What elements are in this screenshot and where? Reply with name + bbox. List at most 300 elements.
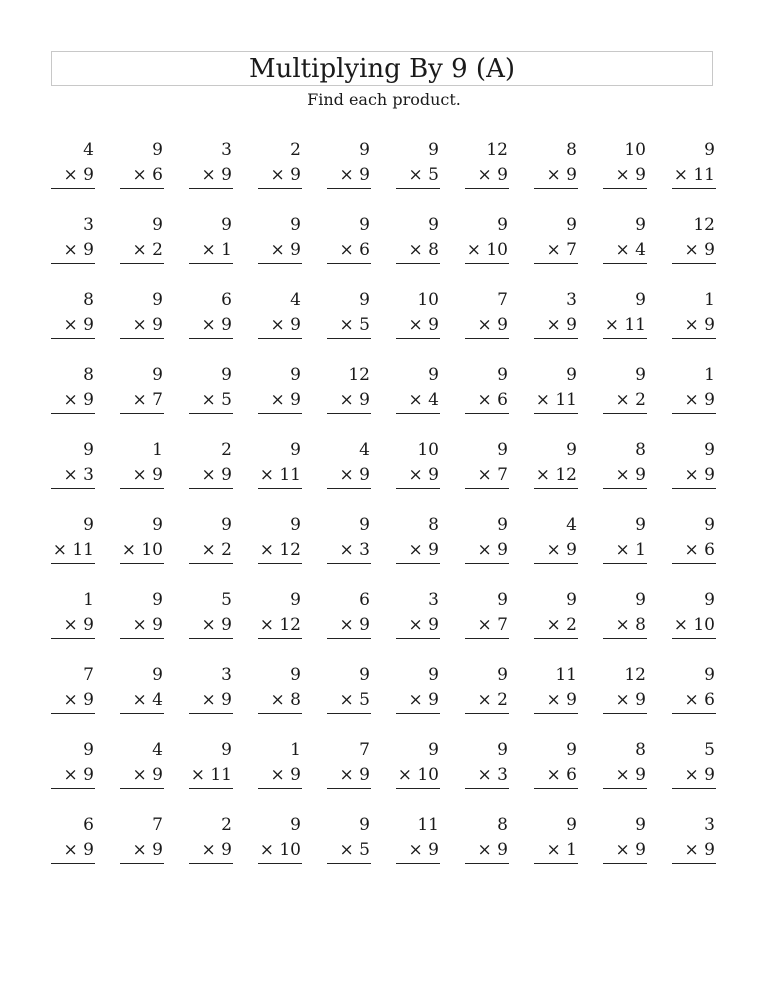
problem-multiplicand: 9	[428, 740, 439, 760]
multiply-operator: ×	[132, 690, 147, 710]
problem-multiplier	[260, 538, 302, 563]
multiply-operator: ×	[615, 615, 630, 635]
problem-multiplier	[409, 313, 440, 338]
problem-multiplier-value: 9	[704, 765, 715, 785]
problem-multiplier-value: 9	[635, 165, 646, 185]
problem-multiplicand: 8	[83, 365, 94, 385]
answer-line	[534, 788, 578, 789]
multiply-operator: ×	[535, 390, 550, 410]
problem-item	[396, 663, 440, 738]
problem-multiplicand: 8	[497, 815, 508, 835]
answer-line	[672, 338, 716, 339]
problem-item	[51, 288, 95, 363]
problem-item	[120, 513, 164, 588]
multiply-operator: ×	[339, 390, 354, 410]
problem-multiplicand: 9	[290, 590, 301, 610]
multiply-operator: ×	[615, 465, 630, 485]
problem-multiplier-value: 9	[704, 465, 715, 485]
multiply-operator: ×	[615, 390, 630, 410]
problem-item	[327, 663, 371, 738]
problem-multiplier	[547, 763, 578, 788]
problem-multiplier	[340, 163, 371, 188]
problem-multiplicand: 9	[359, 215, 370, 235]
multiply-operator: ×	[477, 690, 492, 710]
problem-item	[189, 588, 233, 663]
answer-line	[258, 563, 302, 564]
answer-line	[327, 338, 371, 339]
problem-multiplicand: 8	[635, 740, 646, 760]
answer-line	[189, 713, 233, 714]
problem-multiplicand: 9	[152, 365, 163, 385]
problem-multiplicand: 3	[566, 290, 577, 310]
worksheet-title: Multiplying By 9 (A)	[51, 51, 713, 86]
answer-line	[465, 863, 509, 864]
problem-multiplicand: 4	[290, 290, 301, 310]
answer-line	[603, 263, 647, 264]
problem-item	[603, 213, 647, 288]
answer-line	[603, 788, 647, 789]
multiply-operator: ×	[684, 315, 699, 335]
problem-multiplicand: 9	[497, 515, 508, 535]
problem-multiplier-value: 6	[704, 540, 715, 560]
problem-multiplier	[133, 838, 164, 863]
problem-multiplier-value: 9	[566, 690, 577, 710]
problem-multiplier-value: 2	[635, 390, 646, 410]
problem-multiplicand: 3	[83, 215, 94, 235]
problem-multiplier	[478, 838, 509, 863]
answer-line	[258, 713, 302, 714]
problem-item	[327, 738, 371, 813]
problem-multiplier-value: 9	[428, 840, 439, 860]
multiply-operator: ×	[339, 465, 354, 485]
answer-line	[396, 788, 440, 789]
problem-multiplier-value: 2	[152, 240, 163, 260]
answer-line	[672, 638, 716, 639]
problem-multiplier	[202, 463, 233, 488]
multiply-operator: ×	[477, 465, 492, 485]
multiply-operator: ×	[615, 840, 630, 860]
problem-multiplicand: 9	[359, 140, 370, 160]
answer-line	[327, 788, 371, 789]
answer-line	[258, 413, 302, 414]
problem-multiplicand: 9	[497, 665, 508, 685]
problem-multiplier-value: 9	[635, 690, 646, 710]
problem-multiplier	[409, 613, 440, 638]
problem-multiplier	[685, 538, 716, 563]
problem-multiplicand: 9	[290, 215, 301, 235]
multiply-operator: ×	[132, 615, 147, 635]
problem-multiplier-value: 6	[152, 165, 163, 185]
problem-item	[672, 588, 716, 663]
problem-item	[189, 663, 233, 738]
multiply-operator: ×	[201, 465, 216, 485]
problem-multiplier	[547, 538, 578, 563]
problem-multiplier-value: 11	[72, 540, 94, 560]
problem-multiplicand: 9	[704, 140, 715, 160]
problem-multiplier	[202, 238, 233, 263]
problem-item	[396, 738, 440, 813]
problem-item	[396, 363, 440, 438]
problem-item	[327, 813, 371, 888]
problem-multiplier	[409, 838, 440, 863]
problem-item	[189, 138, 233, 213]
answer-line	[396, 263, 440, 264]
problem-multiplier-value: 9	[221, 315, 232, 335]
problem-item	[51, 663, 95, 738]
problem-multiplier	[340, 613, 371, 638]
problem-multiplier	[133, 388, 164, 413]
problem-item	[396, 288, 440, 363]
problem-multiplicand: 9	[359, 815, 370, 835]
problem-multiplicand: 9	[290, 365, 301, 385]
problem-multiplier-value: 5	[221, 390, 232, 410]
multiply-operator: ×	[259, 840, 274, 860]
problem-multiplier	[64, 838, 95, 863]
answer-line	[51, 788, 95, 789]
problem-multiplier-value: 4	[152, 690, 163, 710]
multiply-operator: ×	[477, 540, 492, 560]
problem-multiplier	[616, 238, 647, 263]
multiply-operator: ×	[63, 390, 78, 410]
problem-multiplicand: 9	[635, 365, 646, 385]
multiply-operator: ×	[259, 615, 274, 635]
multiply-operator: ×	[546, 690, 561, 710]
problem-multiplicand: 3	[704, 815, 715, 835]
problem-multiplicand: 8	[566, 140, 577, 160]
problem-multiplier-value: 4	[428, 390, 439, 410]
problem-multiplier	[340, 238, 371, 263]
problem-multiplicand: 1	[704, 365, 715, 385]
answer-line	[51, 863, 95, 864]
problem-multiplicand: 12	[624, 665, 646, 685]
multiply-operator: ×	[397, 765, 412, 785]
multiply-operator: ×	[408, 390, 423, 410]
answer-line	[534, 413, 578, 414]
problem-multiplier-value: 9	[359, 465, 370, 485]
problem-item	[603, 588, 647, 663]
multiply-operator: ×	[339, 765, 354, 785]
multiply-operator: ×	[339, 840, 354, 860]
problem-item	[120, 363, 164, 438]
problem-item	[534, 588, 578, 663]
problem-item	[327, 588, 371, 663]
multiply-operator: ×	[201, 315, 216, 335]
problem-multiplier	[478, 763, 509, 788]
problem-multiplier-value: 9	[497, 315, 508, 335]
multiply-operator: ×	[408, 540, 423, 560]
multiply-operator: ×	[466, 240, 481, 260]
answer-line	[51, 488, 95, 489]
problem-multiplier	[133, 763, 164, 788]
answer-line	[327, 263, 371, 264]
multiply-operator: ×	[615, 165, 630, 185]
problem-multiplier	[467, 238, 509, 263]
problem-multiplier-value: 9	[566, 165, 577, 185]
problem-item	[465, 813, 509, 888]
problem-item	[327, 288, 371, 363]
problem-multiplicand: 9	[497, 215, 508, 235]
problem-item	[534, 513, 578, 588]
answer-line	[396, 338, 440, 339]
answer-line	[120, 713, 164, 714]
problem-multiplicand: 9	[635, 290, 646, 310]
problem-multiplier	[547, 313, 578, 338]
multiply-operator: ×	[132, 390, 147, 410]
problem-multiplier-value: 5	[359, 690, 370, 710]
answer-line	[672, 188, 716, 189]
problem-multiplier-value: 11	[210, 765, 232, 785]
problem-multiplier	[260, 463, 302, 488]
answer-line	[465, 263, 509, 264]
problem-multiplicand: 9	[290, 815, 301, 835]
multiply-operator: ×	[201, 690, 216, 710]
problem-multiplier	[409, 163, 440, 188]
problem-multiplicand: 4	[359, 440, 370, 460]
problem-multiplier-value: 9	[83, 615, 94, 635]
problem-item	[189, 363, 233, 438]
answer-line	[189, 338, 233, 339]
answer-line	[189, 263, 233, 264]
multiply-operator: ×	[270, 315, 285, 335]
problem-item	[396, 138, 440, 213]
problem-multiplier-value: 5	[359, 840, 370, 860]
problem-multiplier-value: 9	[635, 765, 646, 785]
problem-multiplier	[398, 763, 440, 788]
problem-multiplier	[202, 613, 233, 638]
multiply-operator: ×	[63, 690, 78, 710]
problem-multiplicand: 9	[83, 515, 94, 535]
problem-item	[465, 438, 509, 513]
problem-multiplier-value: 11	[624, 315, 646, 335]
multiply-operator: ×	[408, 165, 423, 185]
problem-multiplier-value: 11	[693, 165, 715, 185]
multiply-operator: ×	[615, 690, 630, 710]
problem-multiplicand: 9	[497, 740, 508, 760]
multiply-operator: ×	[132, 765, 147, 785]
answer-line	[396, 563, 440, 564]
multiply-operator: ×	[132, 165, 147, 185]
multiply-operator: ×	[408, 840, 423, 860]
problem-multiplier	[616, 613, 647, 638]
problem-multiplier-value: 9	[566, 315, 577, 335]
multiply-operator: ×	[684, 765, 699, 785]
problem-multiplicand: 9	[566, 590, 577, 610]
problem-multiplicand: 7	[152, 815, 163, 835]
answer-line	[327, 863, 371, 864]
answer-line	[120, 263, 164, 264]
multiply-operator: ×	[201, 615, 216, 635]
multiply-operator: ×	[477, 840, 492, 860]
problem-multiplier-value: 9	[359, 765, 370, 785]
problem-multiplier-value: 9	[290, 765, 301, 785]
problem-item	[120, 588, 164, 663]
problem-multiplicand: 3	[221, 140, 232, 160]
problem-multiplicand: 10	[624, 140, 646, 160]
multiply-operator: ×	[270, 765, 285, 785]
problem-multiplier-value: 9	[428, 690, 439, 710]
problem-multiplicand: 1	[152, 440, 163, 460]
problem-multiplier-value: 9	[221, 840, 232, 860]
problem-multiplier	[271, 313, 302, 338]
multiply-operator: ×	[615, 240, 630, 260]
problem-multiplier	[271, 763, 302, 788]
problem-multiplier	[616, 688, 647, 713]
problem-multiplicand: 8	[428, 515, 439, 535]
problem-item	[603, 438, 647, 513]
answer-line	[51, 413, 95, 414]
problem-item	[465, 663, 509, 738]
problem-multiplier	[536, 388, 578, 413]
problem-item	[603, 663, 647, 738]
multiply-operator: ×	[604, 315, 619, 335]
problem-item	[465, 363, 509, 438]
multiply-operator: ×	[684, 465, 699, 485]
problem-item	[258, 813, 302, 888]
answer-line	[120, 638, 164, 639]
problem-multiplier	[53, 538, 95, 563]
problem-item	[51, 738, 95, 813]
multiply-operator: ×	[684, 390, 699, 410]
multiply-operator: ×	[477, 390, 492, 410]
problem-multiplier-value: 9	[83, 315, 94, 335]
problem-multiplicand: 9	[221, 740, 232, 760]
answer-line	[120, 563, 164, 564]
answer-line	[327, 563, 371, 564]
problem-multiplier	[64, 163, 95, 188]
problem-multiplier	[133, 238, 164, 263]
problem-multiplicand: 9	[359, 515, 370, 535]
answer-line	[534, 263, 578, 264]
problem-multiplicand: 9	[635, 515, 646, 535]
multiply-operator: ×	[270, 690, 285, 710]
problem-item	[672, 513, 716, 588]
problem-multiplier-value: 9	[635, 465, 646, 485]
problem-multiplicand: 8	[635, 440, 646, 460]
answer-line	[258, 188, 302, 189]
problem-item	[189, 813, 233, 888]
problem-multiplier-value: 9	[152, 465, 163, 485]
problem-multiplier	[260, 838, 302, 863]
problem-multiplicand: 10	[417, 440, 439, 460]
problem-multiplier-value: 9	[152, 315, 163, 335]
problem-multiplier-value: 12	[279, 615, 301, 635]
multiply-operator: ×	[259, 465, 274, 485]
problem-multiplier	[133, 313, 164, 338]
problem-multiplier	[133, 613, 164, 638]
multiply-operator: ×	[339, 315, 354, 335]
problem-multiplier	[133, 463, 164, 488]
problem-multiplier-value: 9	[290, 240, 301, 260]
problem-multiplier	[674, 613, 716, 638]
answer-line	[120, 413, 164, 414]
answer-line	[189, 638, 233, 639]
problem-item	[327, 138, 371, 213]
problem-multiplier	[409, 388, 440, 413]
problem-item	[120, 138, 164, 213]
problem-multiplier-value: 9	[704, 840, 715, 860]
problem-multiplier	[340, 763, 371, 788]
multiply-operator: ×	[339, 540, 354, 560]
problem-multiplicand: 9	[566, 215, 577, 235]
answer-line	[189, 863, 233, 864]
answer-line	[120, 188, 164, 189]
problem-multiplier-value: 9	[566, 540, 577, 560]
answer-line	[120, 863, 164, 864]
answer-line	[189, 188, 233, 189]
answer-line	[396, 713, 440, 714]
answer-line	[465, 488, 509, 489]
problem-multiplicand: 6	[221, 290, 232, 310]
multiply-operator: ×	[477, 165, 492, 185]
problem-multiplier-value: 8	[428, 240, 439, 260]
problem-multiplier	[685, 388, 716, 413]
problem-multiplier	[122, 538, 164, 563]
problem-item	[534, 363, 578, 438]
problem-multiplier	[674, 163, 716, 188]
problem-multiplier-value: 9	[83, 390, 94, 410]
problem-multiplier	[340, 838, 371, 863]
multiply-operator: ×	[546, 240, 561, 260]
problem-multiplier	[478, 613, 509, 638]
multiply-operator: ×	[63, 315, 78, 335]
worksheet-instructions: Find each product.	[307, 90, 461, 109]
problem-multiplier	[616, 763, 647, 788]
problem-multiplicand: 7	[359, 740, 370, 760]
problem-multiplier-value: 9	[704, 390, 715, 410]
problem-multiplicand: 9	[428, 215, 439, 235]
problem-multiplier	[64, 688, 95, 713]
problem-multiplier-value: 6	[566, 765, 577, 785]
problem-multiplicand: 6	[359, 590, 370, 610]
answer-line	[534, 488, 578, 489]
problem-multiplier	[685, 838, 716, 863]
problem-multiplier-value: 7	[497, 465, 508, 485]
problem-multiplier	[340, 463, 371, 488]
problem-multiplier-value: 3	[359, 540, 370, 560]
problem-multiplicand: 11	[555, 665, 577, 685]
problem-multiplier	[616, 538, 647, 563]
problem-item	[534, 438, 578, 513]
problem-item	[534, 213, 578, 288]
problem-multiplier	[547, 163, 578, 188]
problem-multiplier-value: 10	[486, 240, 508, 260]
multiply-operator: ×	[673, 165, 688, 185]
answer-line	[465, 413, 509, 414]
answer-line	[258, 863, 302, 864]
multiply-operator: ×	[190, 765, 205, 785]
problem-multiplier-value: 9	[83, 765, 94, 785]
problem-multiplier-value: 6	[359, 240, 370, 260]
problem-multiplier	[260, 613, 302, 638]
answer-line	[120, 788, 164, 789]
problem-multiplicand: 9	[635, 215, 646, 235]
multiply-operator: ×	[201, 390, 216, 410]
problem-item	[603, 738, 647, 813]
problem-multiplier-value: 10	[141, 540, 163, 560]
problem-multiplicand: 1	[290, 740, 301, 760]
problem-multiplier-value: 9	[704, 240, 715, 260]
multiply-operator: ×	[63, 615, 78, 635]
problem-multiplicand: 9	[704, 590, 715, 610]
problem-multiplicand: 9	[497, 365, 508, 385]
problem-multiplier-value: 6	[497, 390, 508, 410]
answer-line	[51, 638, 95, 639]
problem-item	[120, 288, 164, 363]
multiply-operator: ×	[546, 615, 561, 635]
problem-multiplicand: 9	[428, 365, 439, 385]
answer-line	[672, 413, 716, 414]
problem-multiplier-value: 9	[428, 315, 439, 335]
